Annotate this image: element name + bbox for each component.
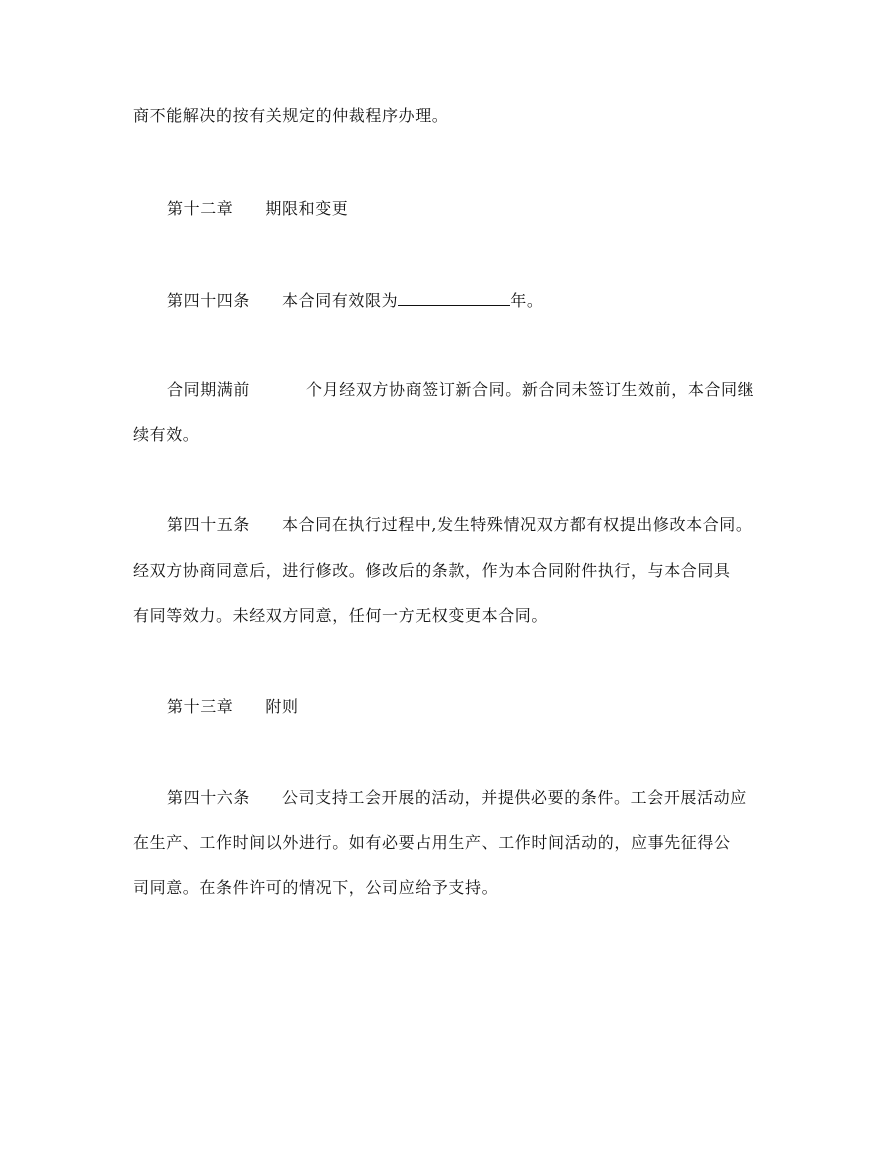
- chapter-number: 第十二章: [167, 199, 234, 218]
- chapter-heading: [167, 199, 348, 219]
- text: 商不能解决的按有关规定的仲裁程序办理。: [133, 106, 449, 125]
- article-text: 年。: [510, 291, 544, 310]
- chapter-title: 期限和变更: [265, 199, 349, 218]
- paragraph-line: [133, 606, 548, 626]
- text: 经双方协商同意后，进行修改。修改后的条款，作为本合同附件执行，与本合同具: [133, 561, 731, 580]
- paragraph-line: [133, 878, 498, 898]
- fill-in-blank: [398, 290, 510, 306]
- text: 在生产、工作时间以外进行。如有必要占用生产、工作时间活动的，应事先征得公: [133, 833, 731, 852]
- article-number: 第四十五条: [167, 515, 251, 534]
- article-text: 公司支持工会开展的活动，并提供必要的条件。工会开展活动应: [282, 788, 747, 807]
- article-44: [167, 290, 543, 311]
- article-45: [167, 515, 753, 535]
- paragraph-line: [133, 425, 199, 445]
- text: 合同期满前: [167, 380, 251, 399]
- paragraph-line: [133, 833, 731, 853]
- text: 有同等效力。未经双方同意，任何一方无权变更本合同。: [133, 606, 549, 625]
- chapter-title: 附则: [265, 697, 299, 716]
- paragraph-line: [167, 380, 754, 400]
- article-text: 本合同有效限为: [282, 291, 399, 310]
- chapter-heading: [167, 697, 299, 717]
- article-number: 第四十六条: [167, 788, 251, 807]
- text: 续有效。: [133, 425, 200, 444]
- article-number: 第四十四条: [167, 291, 251, 310]
- article-text: 本合同在执行过程中,发生特殊情况双方都有权提出修改本合同。: [282, 515, 753, 534]
- text: 个月经双方协商签订新合同。新合同未签订生效前，本合同继: [306, 380, 755, 399]
- text: 司同意。在条件许可的情况下，公司应给予支持。: [133, 878, 499, 897]
- paragraph-line: [133, 561, 731, 581]
- article-46: [167, 788, 747, 808]
- chapter-number: 第十三章: [167, 697, 234, 716]
- paragraph-line: [133, 106, 448, 126]
